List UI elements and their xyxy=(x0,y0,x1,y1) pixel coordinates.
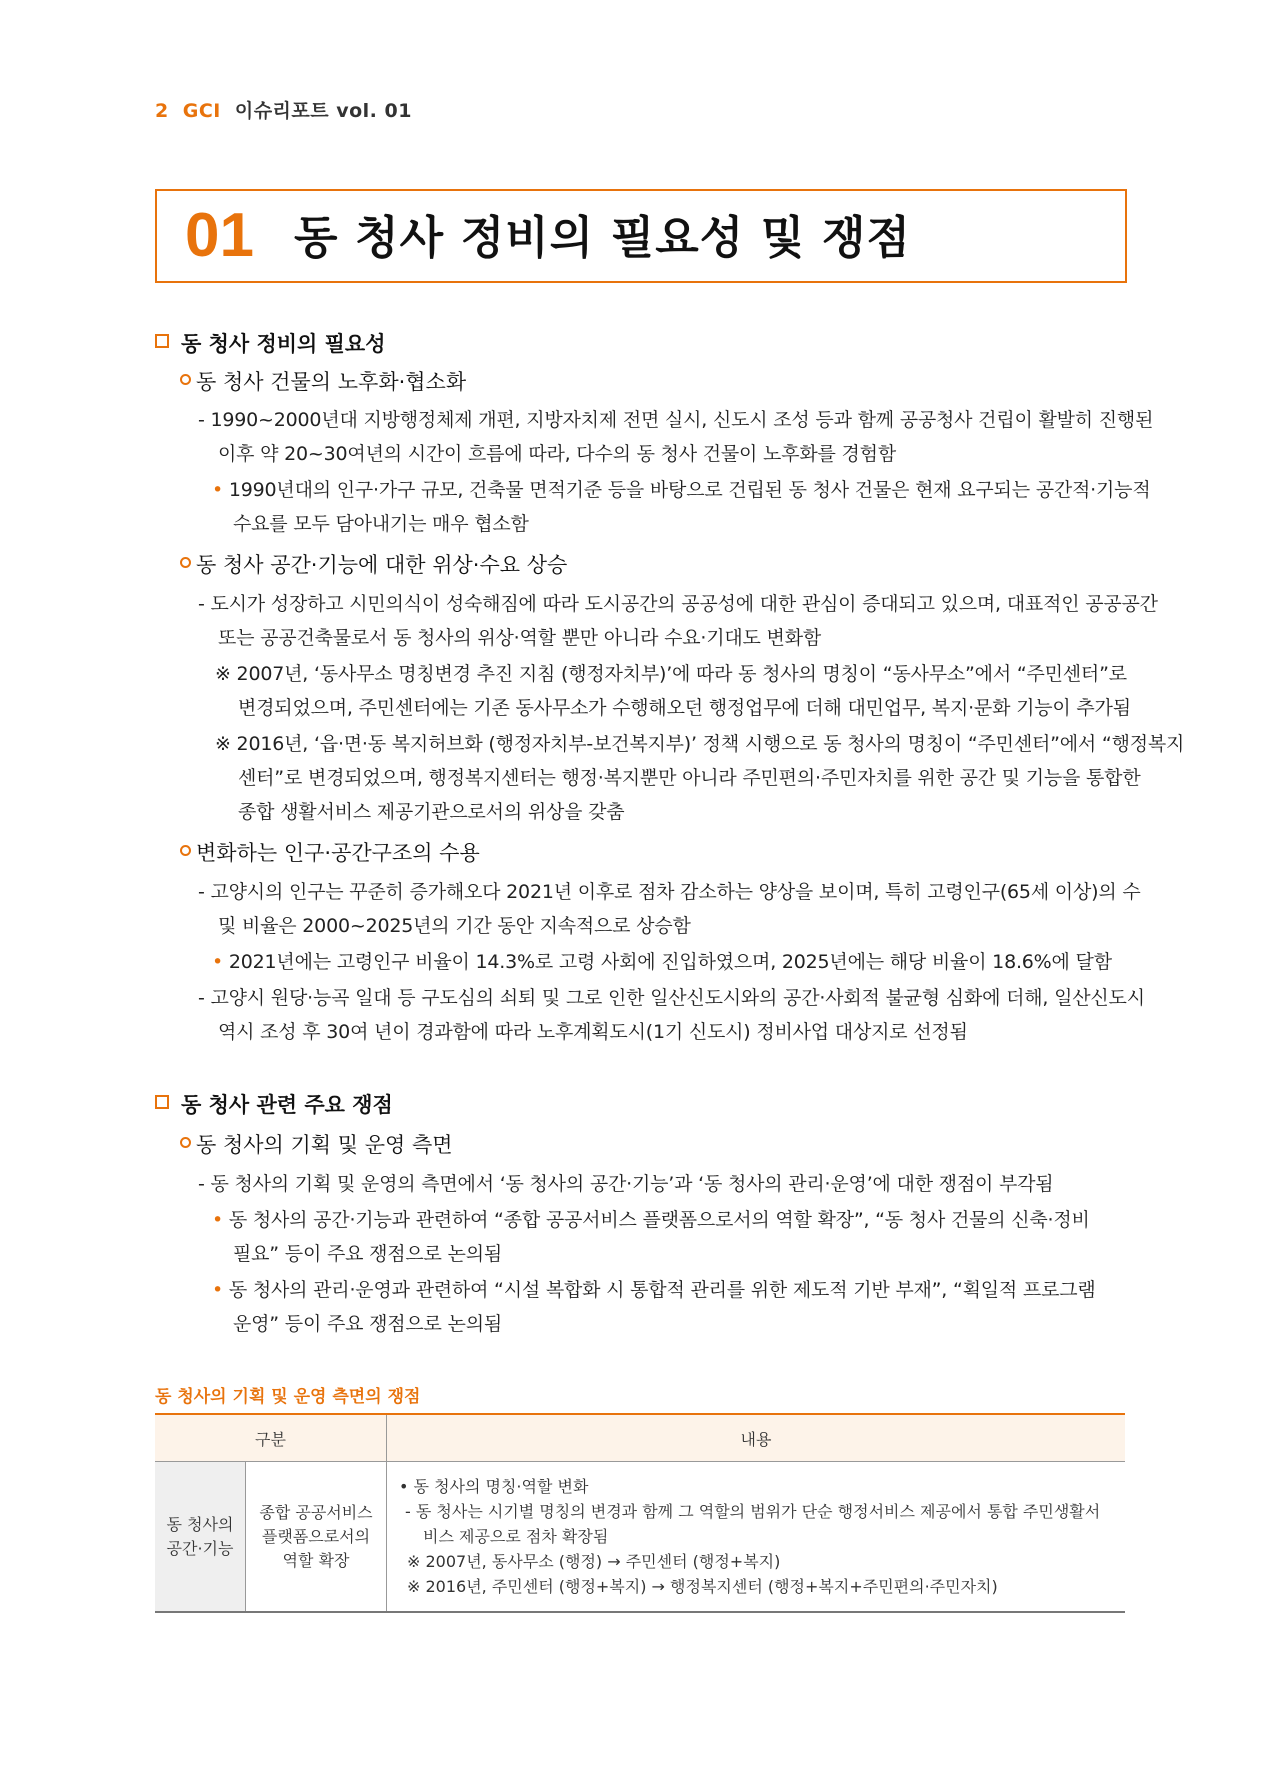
text-line: - 도시가 성장하고 시민의식이 성숙해짐에 따라 도시공간의 공공성에 대한 관심이 증대되고 있으며, 대표적인 공공공간 xyxy=(198,593,1158,615)
content-line: 비스 제공으로 점차 확장됨 xyxy=(423,1527,609,1546)
content-line: ※ 2016년, 주민센터 (행정+복지) → 행정복지센터 (행정+복지+주민편의·주민자치) xyxy=(407,1577,998,1596)
text-line: 종합 생활서비스 제공기관으로서의 위상을 갖춤 xyxy=(238,801,625,823)
square-bullet-icon xyxy=(155,334,169,348)
bullet-line: • 동 청사의 공간·기능과 관련하여 “종합 공공서비스 플랫폼으로서의 역할 확장”, “동 청사 건물의 신축·정비 xyxy=(212,1209,1090,1231)
table-row xyxy=(155,1462,1125,1613)
content-line: • 동 청사의 명칭·역할 변화 xyxy=(399,1477,589,1496)
dot-bullet-icon: • xyxy=(212,1209,224,1231)
chapter-number: 01 xyxy=(185,201,254,270)
bullet-line: • 2021년에는 고령인구 비율이 14.3%로 고령 사회에 진입하였으며, 2025년에는 해당 비율이 18.6%에 달함 xyxy=(212,951,1112,973)
text-line: 역시 조성 후 30여 년이 경과함에 따라 노후계획도시(1기 신도시) 정비사업 대상지로 선정됨 xyxy=(218,1021,968,1043)
circle-bullet-icon xyxy=(180,845,191,856)
bullet-line: • 동 청사의 관리·운영과 관련하여 “시설 복합화 시 통합적 관리를 위한 제도적 기반 부재”, “획일적 프로그램 xyxy=(212,1279,1096,1301)
report-label: 이슈리포트 vol. 01 xyxy=(234,100,412,122)
circle-bullet-icon xyxy=(180,557,191,568)
issues-table xyxy=(155,1413,1125,1613)
subsection-heading: 동 청사 공간·기능에 대한 위상·수요 상승 xyxy=(180,549,567,579)
bullet-line: • 1990년대의 인구·가구 규모, 건축물 면적기준 등을 바탕으로 건립된 동 청사 건물은 현재 요구되는 공간적·기능적 xyxy=(212,479,1151,501)
note-line: ※ 2016년, ‘읍·면·동 복지허브화 (행정자치부-보건복지부)’ 정책 시행으로 동 청사의 명칭이 “주민센터”에서 “행정복지 xyxy=(215,733,1185,755)
column-header-content: 내용 xyxy=(387,1414,1126,1462)
text-line: 또는 공공건축물로서 동 청사의 위상·역할 뿐만 아니라 수요·기대도 변화함 xyxy=(218,627,822,649)
running-header xyxy=(155,96,412,123)
section-heading: 동 청사 관련 주요 쟁점 xyxy=(155,1089,393,1119)
dot-bullet-icon: • xyxy=(212,479,224,501)
subsection-heading: 동 청사의 기획 및 운영 측면 xyxy=(180,1129,453,1159)
note-line: ※ 2007년, ‘동사무소 명칭변경 추진 지침 (행정자치부)’에 따라 동 청사의 명칭이 “동사무소”에서 “주민센터”로 xyxy=(215,663,1127,685)
chapter-title-box xyxy=(155,189,1127,283)
square-bullet-icon xyxy=(155,1095,169,1109)
text-line: 운영” 등이 주요 쟁점으로 논의됨 xyxy=(233,1313,503,1335)
circle-bullet-icon xyxy=(180,1137,191,1148)
content-line: - 동 청사는 시기별 명칭의 변경과 함께 그 역할의 범위가 단순 행정서비스 제공에서 통합 주민생활서 xyxy=(405,1502,1101,1521)
brand-label: GCI xyxy=(182,100,221,122)
text-line: 변경되었으며, 주민센터에는 기존 동사무소가 수행해오던 행정업무에 더해 대민업무, 복지·문화 기능이 추가됨 xyxy=(238,697,1131,719)
circle-bullet-icon xyxy=(180,374,191,385)
text-line: 센터”로 변경되었으며, 행정복지센터는 행정·복지뿐만 아니라 주민편의·주민자치를 위한 공간 및 기능을 통합한 xyxy=(238,767,1141,789)
text-line: - 1990~2000년대 지방행정체제 개편, 지방자치제 전면 실시, 신도시 조성 등과 함께 공공청사 건립이 활발히 진행된 xyxy=(198,409,1154,431)
category-cell: 동 청사의 공간·기능 xyxy=(155,1462,246,1613)
dot-bullet-icon: • xyxy=(212,1279,224,1301)
table-caption: 동 청사의 기획 및 운영 측면의 쟁점 xyxy=(155,1387,421,1407)
chapter-title: 동 청사 정비의 필요성 및 쟁점 xyxy=(294,211,911,264)
text-line: 이후 약 20~30여년의 시간이 흐름에 따라, 다수의 동 청사 건물이 노후화를 경험함 xyxy=(218,443,896,465)
subcategory-cell: 종합 공공서비스 플랫폼으로서의 역할 확장 xyxy=(246,1462,387,1613)
page-number: 2 xyxy=(155,100,169,122)
dot-bullet-icon: • xyxy=(212,951,224,973)
text-line: - 고양시 원당·능곡 일대 등 구도심의 쇠퇴 및 그로 인한 일산신도시와의 공간·사회적 불균형 심화에 더해, 일산신도시 xyxy=(198,987,1145,1009)
column-header-category: 구분 xyxy=(155,1414,387,1462)
section-heading: 동 청사 정비의 필요성 xyxy=(155,328,386,358)
subsection-heading: 동 청사 건물의 노후화·협소화 xyxy=(180,366,466,396)
text-line: - 고양시의 인구는 꾸준히 증가해오다 2021년 이후로 점차 감소하는 양상을 보이며, 특히 고령인구(65세 이상)의 수 xyxy=(198,881,1141,903)
subsection-heading: 변화하는 인구·공간구조의 수용 xyxy=(180,837,480,867)
text-line: 수요를 모두 담아내기는 매우 협소함 xyxy=(233,513,529,535)
content-line: ※ 2007년, 동사무소 (행정) → 주민센터 (행정+복지) xyxy=(407,1552,781,1571)
content-cell xyxy=(387,1462,1126,1613)
table-header-row xyxy=(155,1414,1125,1462)
text-line: 필요” 등이 주요 쟁점으로 논의됨 xyxy=(233,1243,503,1265)
text-line: - 동 청사의 기획 및 운영의 측면에서 ‘동 청사의 공간·기능’과 ‘동 청사의 관리·운영’에 대한 쟁점이 부각됨 xyxy=(198,1173,1054,1195)
text-line: 및 비율은 2000~2025년의 기간 동안 지속적으로 상승함 xyxy=(218,915,691,937)
